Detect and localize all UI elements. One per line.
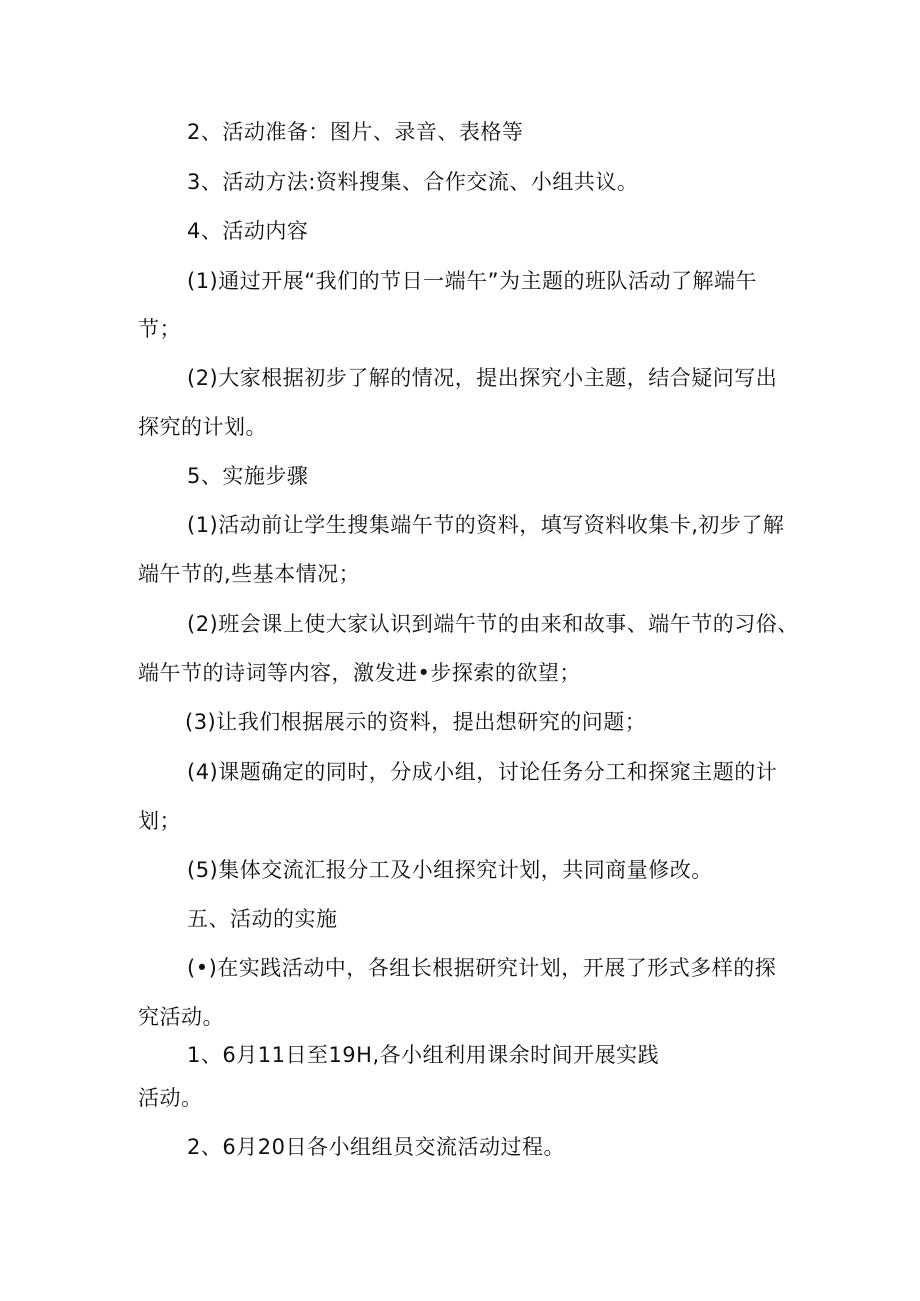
text-line-content-item-2-cont: 探究的计划。 bbox=[138, 415, 267, 439]
text-line-step-4-cont: 划； bbox=[138, 809, 181, 833]
text-line-activity-content-heading: 4、活动内容 bbox=[187, 219, 309, 243]
text-line-step-5: (5)集体交流汇报分工及小组探究计划，共同商量修改。 bbox=[187, 858, 713, 882]
text-line-implementation-item-1: 1、6月11日至19H,各小组利用课余时间开展实践 bbox=[187, 1043, 660, 1067]
text-line-step-2-cont: 端午节的诗词等内容，激发进•步探索的欲望； bbox=[138, 661, 581, 685]
text-line-activity-preparation: 2、活动准备：图片、录音、表格等 bbox=[187, 120, 524, 144]
text-line-step-4: (4)课题确定的同时，分成小组，讨论任务分工和探窕主题的计 bbox=[187, 760, 778, 784]
text-line-content-item-1: (1)通过开展“我们的节日一端午”为主题的班队活动了解端午 bbox=[187, 269, 758, 293]
text-line-content-item-1-cont: 节； bbox=[138, 317, 181, 341]
text-line-content-item-2: (2)大家根据初步了解的情况，提出探究小主题，结合疑问写出 bbox=[187, 366, 778, 390]
text-line-implementation-intro-cont: 究活动。 bbox=[138, 1005, 224, 1029]
text-line-activity-method: 3、活动方法:资料搜集、合作交流、小组共议。 bbox=[187, 170, 639, 194]
text-line-implementation-heading: 五、活动的实施 bbox=[187, 907, 338, 931]
text-line-step-1: (1)活动前让学生搜集端午节的资料，填写资料收集卡,初步了解 bbox=[187, 513, 785, 537]
text-line-implementation-item-1-cont: 活动。 bbox=[138, 1086, 203, 1110]
text-line-implementation-item-2: 2、6月20日各小组组员交流活动过程。 bbox=[187, 1135, 565, 1159]
text-line-step-1-cont: 端午节的,些基本情况； bbox=[138, 562, 361, 586]
text-line-step-2: (2)班会课上使大家认识到端午节的由来和故事、端午节的习俗、 bbox=[187, 612, 799, 636]
text-line-implementation-intro: (•)在实践活动中，各组长根据研究计划，开展了形式多样的探 bbox=[187, 956, 777, 980]
text-line-step-3: (3)让我们根据展示的资料，提出想研究的问题； bbox=[185, 710, 647, 734]
text-line-steps-heading: 5、实施步骤 bbox=[187, 464, 309, 488]
